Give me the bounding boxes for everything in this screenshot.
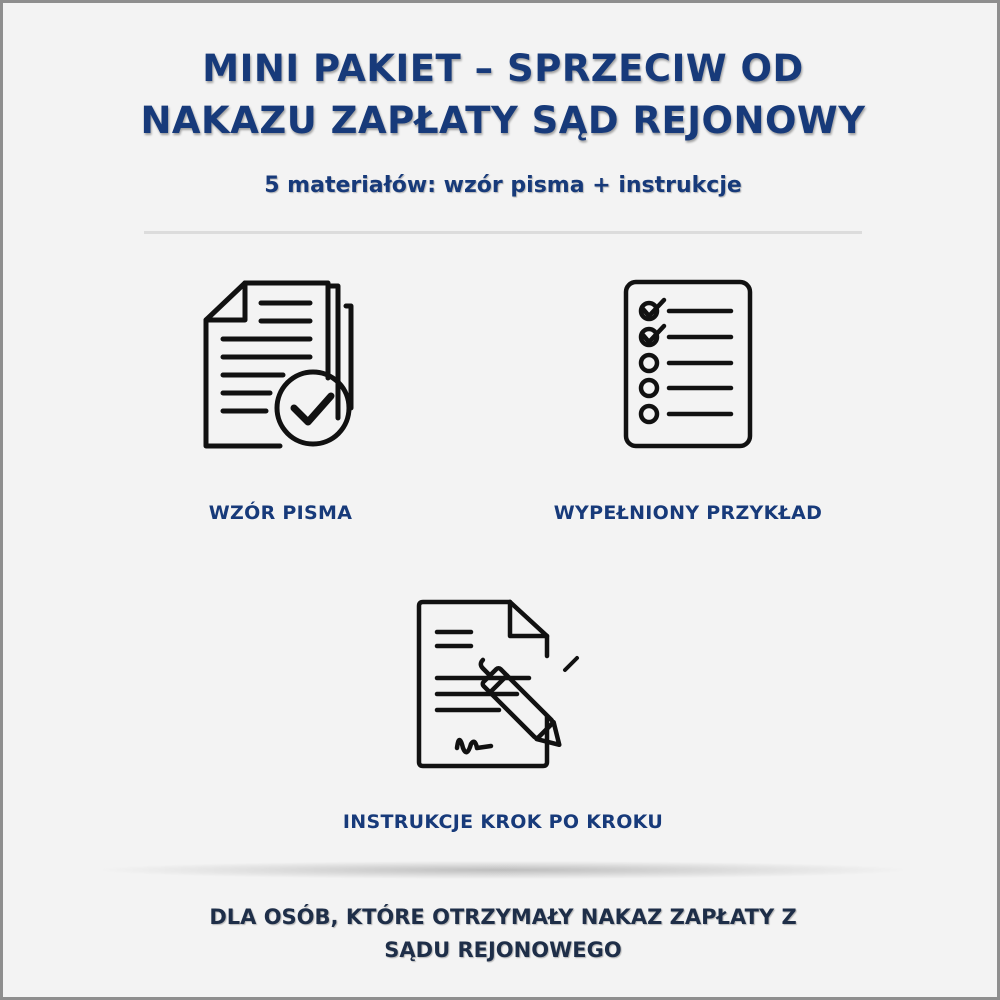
title-line-2: NAKAZU ZAPŁATY SĄD REJONOWY [140,99,866,142]
label-instrukcje: INSTRUKCJE KROK PO KROKU [342,811,664,833]
title-line-1: MINI PAKIET – SPRZECIW OD [202,47,804,90]
footer-note [3,901,1000,967]
label-wypelniony-przyklad: WYPEŁNIONY PRZYKŁAD [553,502,823,524]
label-wzor-pisma: WZÓR PISMA [208,502,353,524]
page-title [3,43,1000,147]
page-subtitle: 5 materiałów: wzór pisma + instrukcje [264,173,742,198]
divider [144,231,862,234]
footer-line-1: DLA OSÓB, KTÓRE OTRZYMAŁY NAKAZ ZAPŁATY Z [209,905,797,929]
footer-shadow [103,861,903,879]
checklist-icon [621,278,756,450]
document-signature-icon [413,598,593,770]
footer-line-2: SĄDU REJONOWEGO [384,938,622,962]
document-check-icon [198,278,358,453]
